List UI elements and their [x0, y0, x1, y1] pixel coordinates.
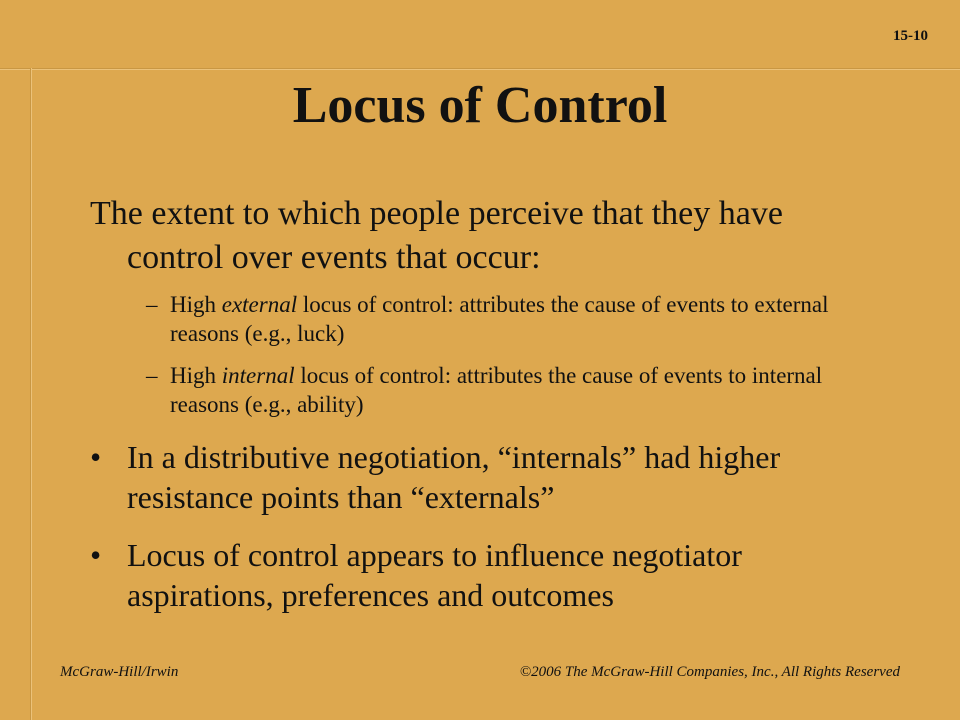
bullet-distributive-negotiation — [90, 437, 870, 517]
side-divider — [30, 68, 32, 720]
bullet-text: Locus of control appears to influence negotiator aspirations, preferences and outcomes — [127, 537, 742, 613]
sub-item-internal — [90, 361, 870, 419]
sub-item-emphasis: internal — [221, 363, 295, 388]
sub-item-text-before: High — [170, 292, 222, 317]
sub-item-dash: – — [146, 292, 158, 317]
bullet-marker: • — [90, 439, 102, 475]
bullet-influence — [90, 535, 870, 615]
intro-text: The extent to which people perceive that they have control over events that occur: — [90, 195, 783, 276]
bullet-text: In a distributive negotiation, “internals” had higher resistance points than “externals” — [127, 439, 781, 515]
bullet-marker: • — [90, 537, 102, 573]
footer-copyright: ©2006 The McGraw-Hill Companies, Inc., All Rights Reserved — [519, 664, 900, 680]
sub-item-emphasis: external — [221, 292, 298, 317]
slide-footer — [60, 664, 900, 681]
slide-number: 15-10 — [893, 28, 928, 44]
footer-publisher: McGraw-Hill/Irwin — [60, 664, 179, 680]
header-divider — [0, 68, 960, 70]
sub-item-dash: – — [146, 363, 158, 388]
sub-item-external — [90, 290, 870, 348]
sub-item-text-before: High — [170, 363, 222, 388]
slide-body — [90, 192, 870, 615]
sub-item-text-after: locus of control: attributes the cause of events to internal reasons (e.g., ability) — [170, 363, 823, 417]
slide-title: Locus of Control — [292, 77, 668, 134]
sub-item-text-after: locus of control: attributes the cause of events to external reasons (e.g., luck) — [170, 292, 829, 346]
